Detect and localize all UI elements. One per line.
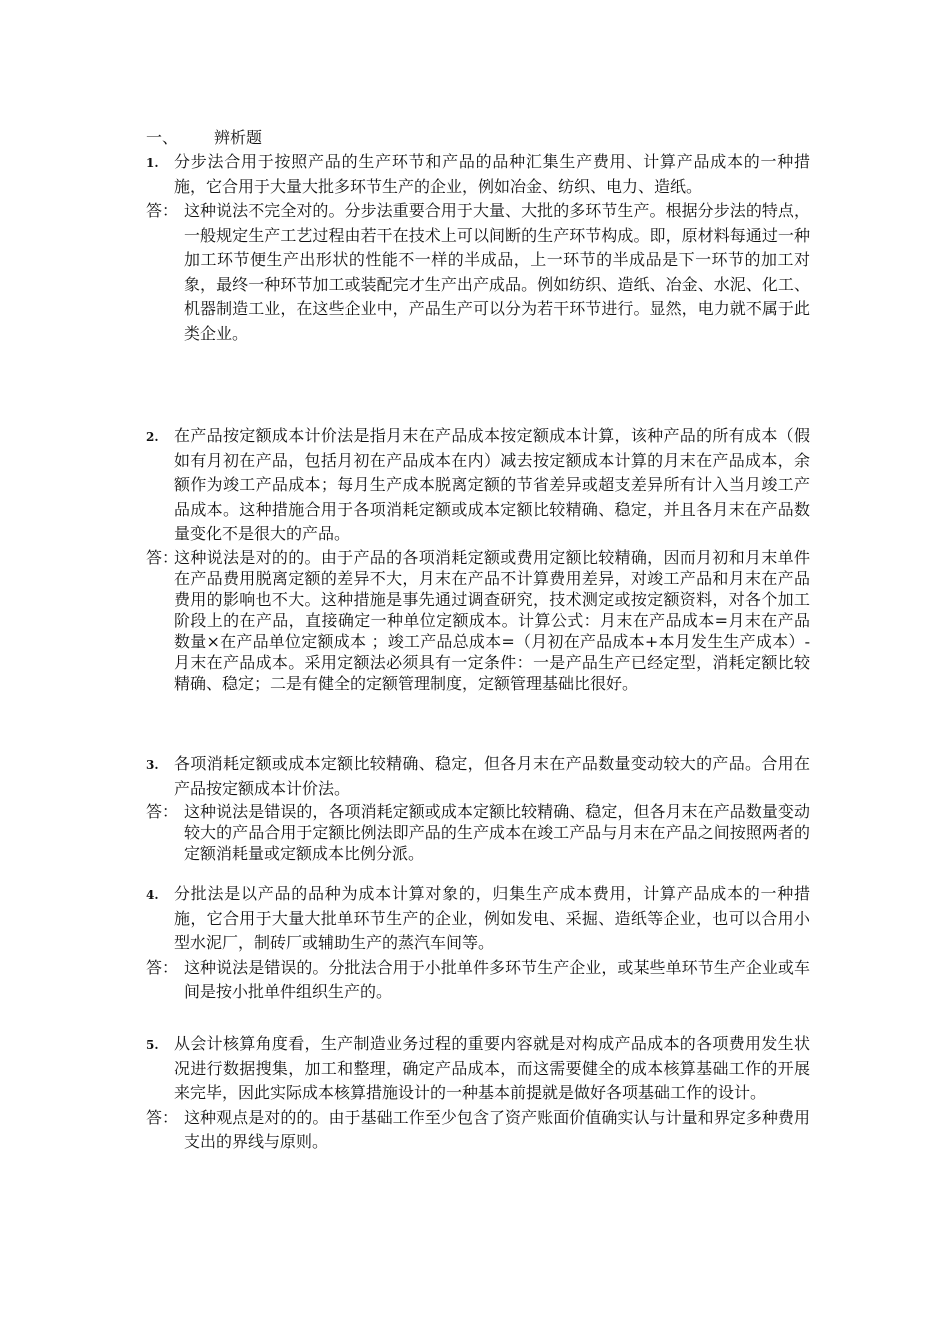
answer-label: 答： [146, 1107, 179, 1127]
answer-2 [146, 547, 810, 694]
question-text: 分批法是以产品的品种为成本计算对象的，归集生产成本费用，计算产品成本的一种措施，它合用于大量大批单环节生产的企业，例如发电、采掘、造纸等企业，也可以合用小型水泥厂，制砖厂或辅助生产的蒸汽车间等。 [174, 884, 810, 952]
answer-text: 这种说法是错误的。分批法合用于小批单件多环节生产企业，或某些单环节生产企业或车间是按小批单件组织生产的。 [184, 957, 810, 1001]
question-number: 5. [146, 1038, 159, 1052]
question-text: 在产品按定额成本计价法是指月末在产品成本按定额成本计算，该种产品的所有成本（假如有月初在产品，包括月初在产品成本在内）减去按定额成本计算的月末在产品成本，余额作为竣工产品成本；每月生产成本脱离定额的节省差异或超支差异所有计入当月竣工产品成本。这种措施合用于各项消耗定额或成本定额比较精确、稳定，并且各月末在产品数量变化不是很大的产品。 [174, 426, 810, 543]
question-block-5 [146, 1032, 810, 1155]
section-heading [146, 126, 262, 150]
question-number: 2. [146, 430, 159, 444]
answer-text: 这种说法不完全对的。分步法重要合用于大量、大批的多环节生产。根据分步法的特点，一般规定生产工艺过程由若干在技术上可以间断的生产环节构成。即，原材料每通过一种加工环节便生产出形状的性能不一样的半成品，上一环节的半成品是下一环节的加工对象，最终一种环节加工或装配完才生产出产成品。例如纺织、造纸、冶金、水泥、化工、机器制造工业，在这些企业中，产品生产可以分为若干环节进行。显然，电力就不属于此类企业。 [184, 201, 810, 343]
question-block-3 [146, 752, 810, 864]
answer-label: 答： [146, 547, 179, 567]
question-block-4 [146, 882, 810, 1005]
answer-text: 这种说法是对的的。由于产品的各项消耗定额或费用定额比较精确，因而月初和月末单件在产品费用脱离定额的差异不大，月末在产品不计算费用差异，对竣工产品和月末在产品费用的影响也不大。这种措施是事先通过调查研究，技术测定或按定额资料，对各个加工阶段上的在产品，直接确定一种单位定额成本。计算公式：月末在产品成本=月末在产品数量×在产品单位定额成本 ；竣工产品总成本=（月初在产品成本+本月发生生产成本）-月末在产品成本。采用定额法必须具有一定条件：一是产品生产已经定型，消耗定额比较精确、稳定；二是有健全的定额管理制度，定额管理基础比很好。 [174, 547, 810, 693]
question-5 [146, 1032, 810, 1106]
question-block-1 [146, 150, 810, 346]
answer-text: 这种观点是对的的。由于基础工作至少包含了资产账面价值确实认与计量和界定多种费用支出的界线与原则。 [184, 1107, 810, 1151]
question-number: 1. [146, 156, 159, 170]
question-2 [146, 424, 810, 547]
question-number: 4. [146, 888, 159, 902]
question-1 [146, 150, 810, 199]
question-block-2 [146, 424, 810, 694]
section-number: 一、 [146, 128, 179, 147]
answer-4 [146, 956, 810, 1005]
question-number: 3. [146, 758, 159, 772]
answer-5 [146, 1106, 810, 1155]
question-text: 各项消耗定额或成本定额比较精确、稳定，但各月末在产品数量变动较大的产品。合用在产品按定额成本计价法。 [174, 754, 810, 798]
answer-label: 答： [146, 802, 179, 821]
answer-1 [146, 199, 810, 346]
section-title: 辨析题 [214, 128, 263, 147]
answer-3 [146, 801, 810, 864]
answer-label: 答： [146, 201, 179, 220]
question-text: 分步法合用于按照产品的生产环节和产品的品种汇集生产费用、计算产品成本的一种措施，它合用于大量大批多环节生产的企业，例如冶金、纺织、电力、造纸。 [174, 152, 810, 196]
question-3 [146, 752, 810, 801]
answer-text: 这种说法是错误的，各项消耗定额或成本定额比较精确、稳定，但各月末在产品数量变动较大的产品合用于定额比例法即产品的生产成本在竣工产品与月末在产品之间按照两者的定额消耗量或定额成本比例分派。 [184, 802, 810, 863]
question-text: 从会计核算角度看，生产制造业务过程的重要内容就是对构成产品成本的各项费用发生状况进行数据搜集，加工和整理，确定产品成本，而这需要健全的成本核算基础工作的开展来完毕，因此实际成本核算措施设计的一种基本前提就是做好各项基础工作的设计。 [174, 1034, 810, 1102]
question-4 [146, 882, 810, 956]
answer-label: 答： [146, 957, 179, 977]
